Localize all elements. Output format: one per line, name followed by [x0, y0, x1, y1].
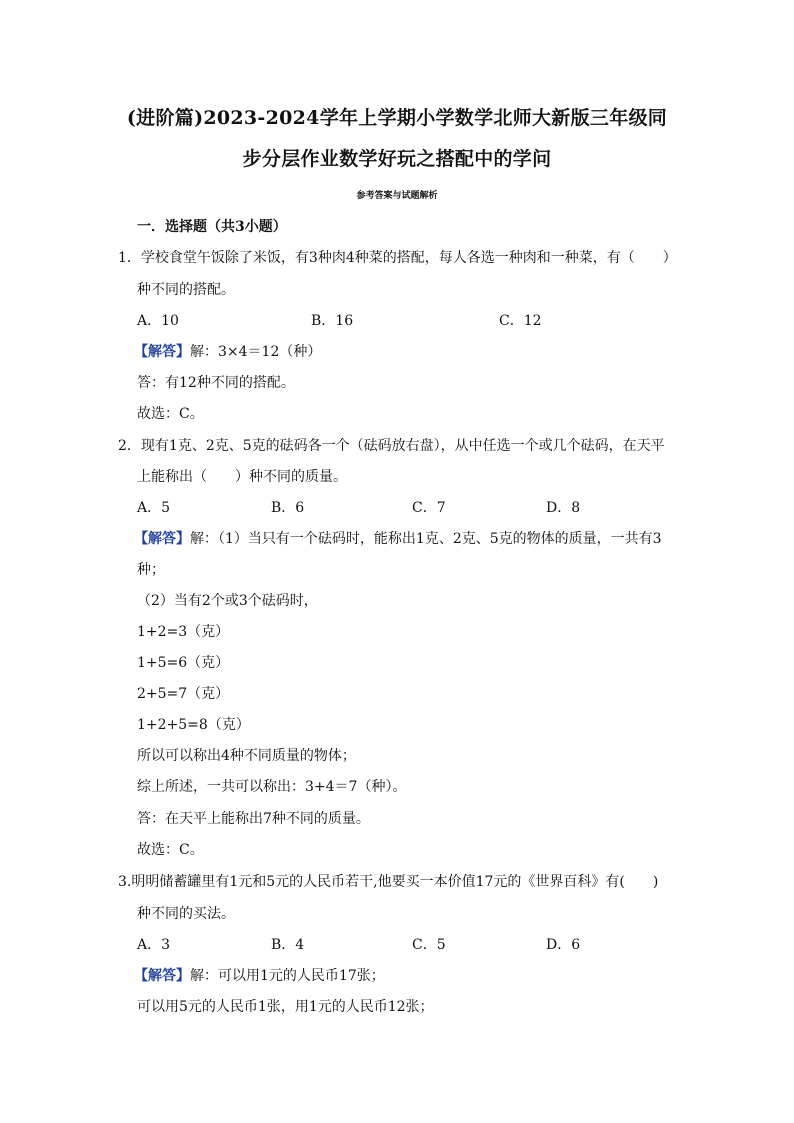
question-2-stem-line-2: 上能称出（ ）种不同的质量。: [137, 469, 347, 485]
question-2-stem-line-1: 2．现有1克、2克、5克的砝码各一个（砝码放右盘），从中任选一个或几个砝码，在天平: [118, 438, 665, 454]
answer-text: 解：3×4＝12（种）: [190, 344, 322, 360]
question-3-stem-line-1: 3.明明储蓄罐里有1元和5元的人民币若干,他要买一本价值17元的《世界百科》有( ): [118, 874, 659, 890]
question-2-answer-line-10: 答：在天平上能称出7种不同的质量。: [137, 811, 370, 827]
question-3-option-a: A．3: [137, 937, 171, 953]
question-1-stem-line-1: 1．学校食堂午饭除了米饭，有3种肉4种菜的搭配，每人各选一种肉和一种菜，有（ ）: [118, 250, 677, 266]
question-2-answer-line-3: （2）当有2个或3个砝码时，: [137, 593, 318, 609]
question-1-option-a: A．10: [137, 313, 179, 329]
question-2-answer-line-6: 2+5=7（克）: [137, 686, 230, 702]
section-heading: 一．选择题（共3小题）: [137, 219, 287, 235]
document-title-line-2: 步分层作业数学好玩之搭配中的学问: [242, 148, 552, 170]
question-3-stem-line-2: 种不同的买法。: [137, 906, 235, 922]
question-1-stem-line-2: 种不同的搭配。: [137, 282, 235, 298]
answer-text: 解：可以用1元的人民币17张；: [190, 968, 385, 984]
answer-text: 解：（1）当只有一个砝码时，能称出1克、2克、5克的物体的质量，一共有3: [190, 531, 662, 547]
question-3-answer-line-2: 可以用5元的人民币1张，用1元的人民币12张；: [137, 999, 434, 1015]
question-2-option-d: D．8: [546, 500, 581, 516]
question-1-answer-line-2: 答：有12种不同的搭配。: [137, 375, 295, 391]
answer-tag: 【解答】: [134, 531, 190, 547]
question-2-option-c: C．7: [412, 500, 446, 516]
question-1-answer-line-3: 故选：C。: [137, 406, 204, 422]
document-subtitle: 参考答案与试题解析: [356, 191, 438, 201]
answer-tag: 【解答】: [134, 968, 190, 984]
question-2-answer-line-2: 种；: [137, 562, 165, 578]
question-2-answer: [134, 530, 662, 548]
question-1-option-b: B．16: [311, 313, 354, 329]
question-2-answer-line-5: 1+5=6（克）: [137, 655, 230, 671]
question-2-answer-line-9: 综上所述，一共可以称出：3+4＝7（种）。: [137, 779, 407, 795]
question-2-answer-line-11: 故选：C。: [137, 842, 204, 858]
document-title-line-1: (进阶篇)2023-2024学年上学期小学数学北师大新版三年级同: [126, 107, 668, 129]
question-2-answer-line-4: 1+2=3（克）: [137, 624, 230, 640]
question-3-option-d: D．6: [546, 937, 581, 953]
question-1-option-c: C．12: [499, 313, 542, 329]
question-1-answer: [134, 343, 321, 361]
question-3-option-b: B．4: [271, 937, 305, 953]
answer-tag: 【解答】: [134, 344, 190, 360]
question-2-answer-line-8: 所以可以称出4种不同质量的物体；: [137, 748, 356, 764]
question-2-answer-line-7: 1+2+5=8（克）: [137, 717, 250, 733]
question-3-option-c: C．5: [412, 937, 446, 953]
question-2-option-b: B．6: [271, 500, 305, 516]
question-3-answer: [134, 967, 385, 985]
question-2-option-a: A．5: [137, 500, 171, 516]
